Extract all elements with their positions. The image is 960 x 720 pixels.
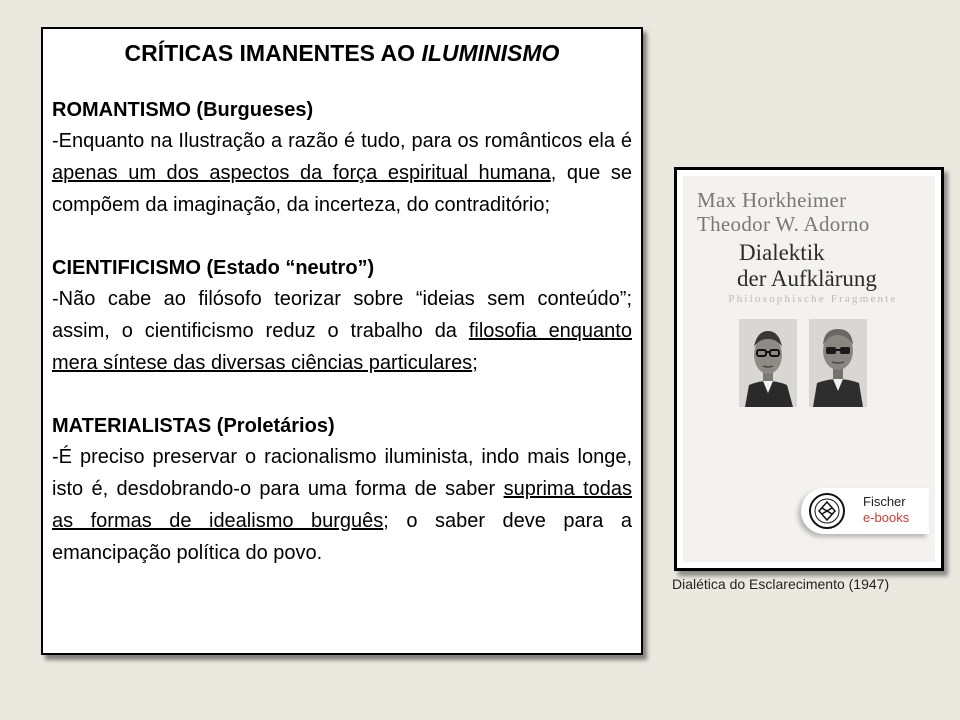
- book-author-2: Theodor W. Adorno: [697, 212, 870, 236]
- portrait-photo-adorno: [809, 319, 867, 407]
- book-caption: Dialética do Esclarecimento (1947): [672, 576, 890, 592]
- paragraph-text: ;: [472, 352, 478, 374]
- publisher-subline: e-books: [863, 510, 910, 525]
- book-title-2: der Aufklärung: [737, 266, 877, 291]
- fischer-logo-icon: [809, 493, 845, 534]
- paragraph-text: -Não cabe ao filósofo teorizar sobre “ideias sem conteúdo”; assim, o cientificismo reduz o trabalho da: [52, 288, 632, 342]
- section-materialistas: [52, 411, 632, 569]
- paragraph-text: -Enquanto na Ilustração a razão é tudo, para os românticos ela é: [52, 130, 632, 152]
- slide-title-main: CRÍTICAS IMANENTES AO: [124, 40, 422, 66]
- section-heading: CIENTIFICISMO (Estado “neutro”): [52, 257, 375, 279]
- book-cover: [683, 176, 935, 562]
- paragraph-underlined-text: filosofia enquanto mera síntese das diversas ciências particulares: [52, 320, 632, 374]
- paragraph-text: -É preciso preservar o racionalismo iluminista, indo mais longe, isto é, desdobrando-o para uma forma de saber: [52, 446, 632, 500]
- section-paragraph: [52, 125, 632, 221]
- paragraph-text: , que se compõem da imaginação, da incerteza, do contraditório;: [52, 162, 632, 216]
- book-subtitle: Philosophische Fragmente: [728, 293, 898, 305]
- publisher-name: Fischer: [863, 494, 906, 509]
- paragraph-underlined-text: apenas um dos aspectos da força espiritual humana: [52, 162, 551, 184]
- book-cover-image: [674, 167, 944, 571]
- content-text-box: [41, 27, 643, 655]
- publisher-badge: [801, 488, 929, 534]
- paragraph-underlined-text: suprima todas as formas de idealismo burguês: [52, 478, 632, 532]
- section-romantismo: [52, 95, 632, 221]
- slide-title-italic: ILUMINISMO: [421, 40, 560, 66]
- book-author-1: Max Horkheimer: [697, 188, 847, 212]
- section-heading: MATERIALISTAS (Proletários): [52, 415, 335, 437]
- section-paragraph: [52, 441, 632, 569]
- section-heading: ROMANTISMO (Burgueses): [52, 99, 314, 121]
- section-cientificismo: [52, 253, 632, 379]
- book-title-1: Dialektik: [739, 240, 825, 265]
- portrait-photo-horkheimer: [739, 319, 797, 407]
- paragraph-text: ; o saber deve para a emancipação política do povo.: [52, 510, 633, 564]
- section-paragraph: [52, 283, 632, 379]
- slide-title: [52, 33, 632, 73]
